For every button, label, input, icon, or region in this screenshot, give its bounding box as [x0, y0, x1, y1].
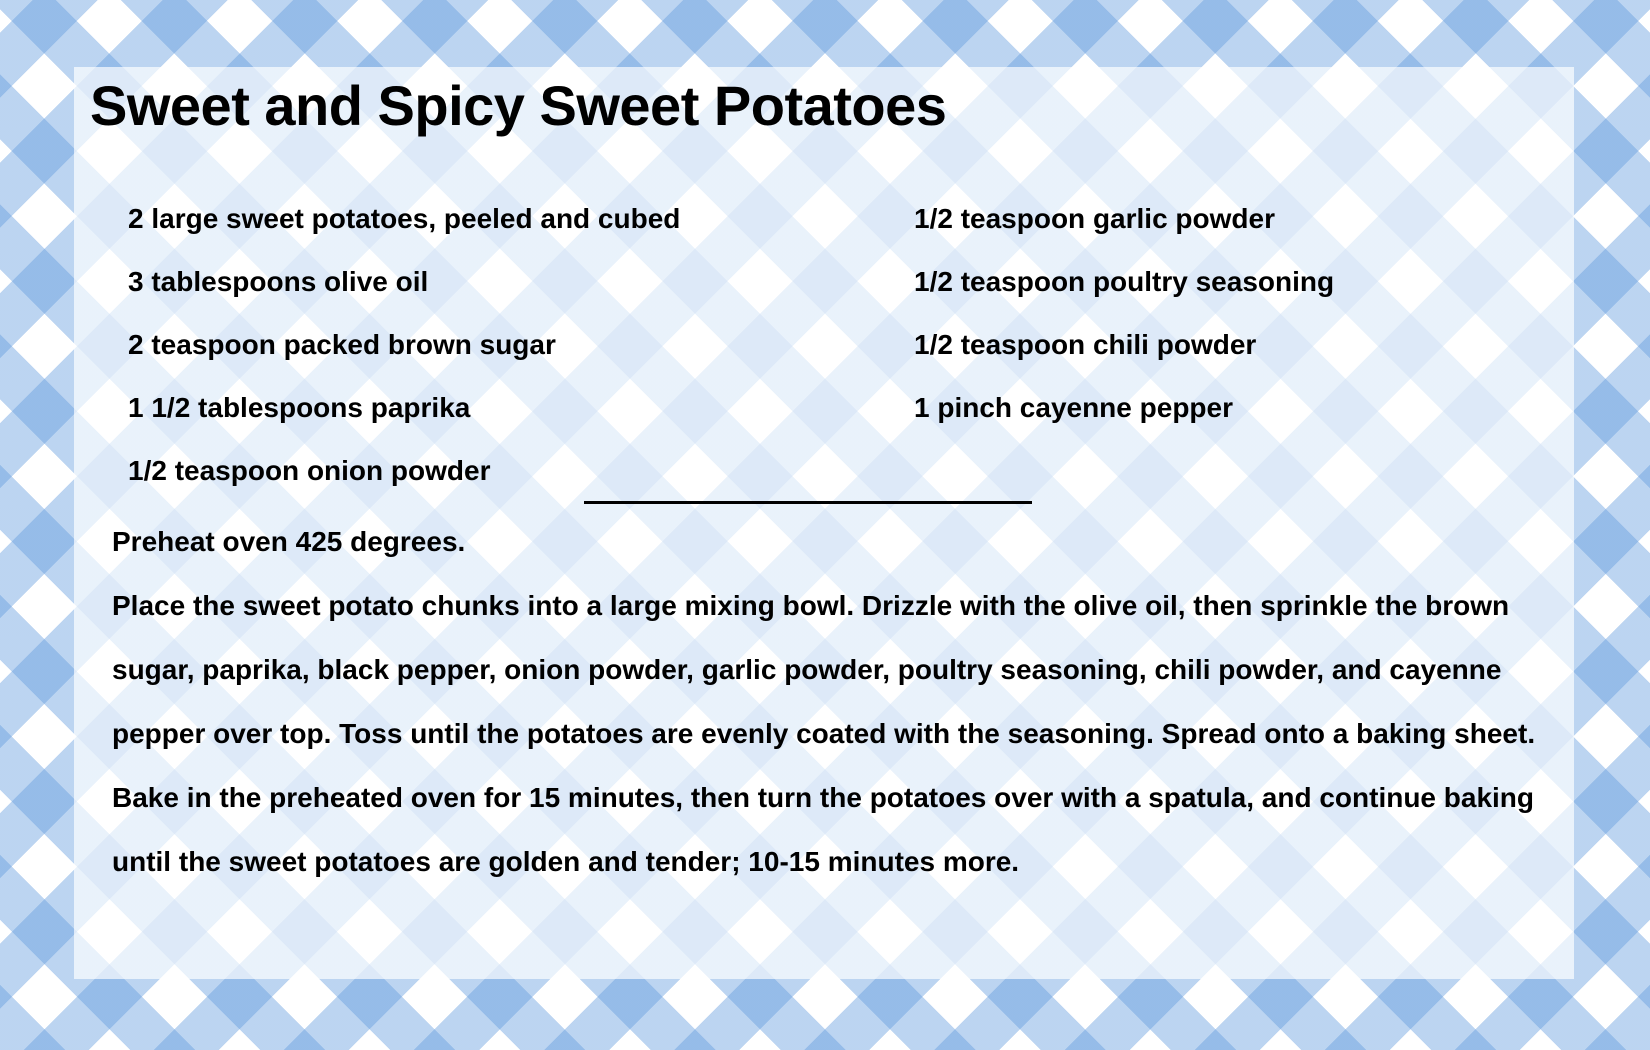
- ingredient-item: 3 tablespoons olive oil: [128, 266, 429, 297]
- recipe-title: Sweet and Spicy Sweet Potatoes: [90, 74, 947, 137]
- directions: [112, 510, 1552, 894]
- recipe-card: [74, 67, 1574, 979]
- direction-step: Preheat oven 425 degrees.: [112, 526, 466, 557]
- ingredient-item: 1 pinch cayenne pepper: [914, 392, 1233, 423]
- direction-step: Place the sweet potato chunks into a large mixing bowl. Drizzle with the olive oil, then sprinkle the brown sugar, paprika, black pepper, onion powder, garlic powder, poultry seasoning, chili powder, and cayenne pepper over top. Toss until the potatoes are evenly coated with the seasoning. Spread onto a baking sheet.: [112, 590, 1536, 749]
- direction-step: Bake in the preheated oven for 15 minutes, then turn the potatoes over with a spatula, and continue baking until the sweet potatoes are golden and tender; 10-15 minutes more.: [112, 782, 1535, 877]
- ingredient-item: 1/2 teaspoon poultry seasoning: [914, 266, 1335, 297]
- ingredient-item: 2 large sweet potatoes, peeled and cubed: [128, 203, 681, 234]
- ingredient-item: 1/2 teaspoon garlic powder: [914, 203, 1275, 234]
- ingredients-column-left: [128, 187, 680, 502]
- ingredients-column-right: [914, 187, 1334, 439]
- ingredient-item: 1 1/2 tablespoons paprika: [128, 392, 471, 423]
- section-divider: [584, 501, 1032, 504]
- ingredient-item: 1/2 teaspoon chili powder: [914, 329, 1257, 360]
- ingredient-item: 2 teaspoon packed brown sugar: [128, 329, 556, 360]
- ingredient-item: 1/2 teaspoon onion powder: [128, 455, 491, 486]
